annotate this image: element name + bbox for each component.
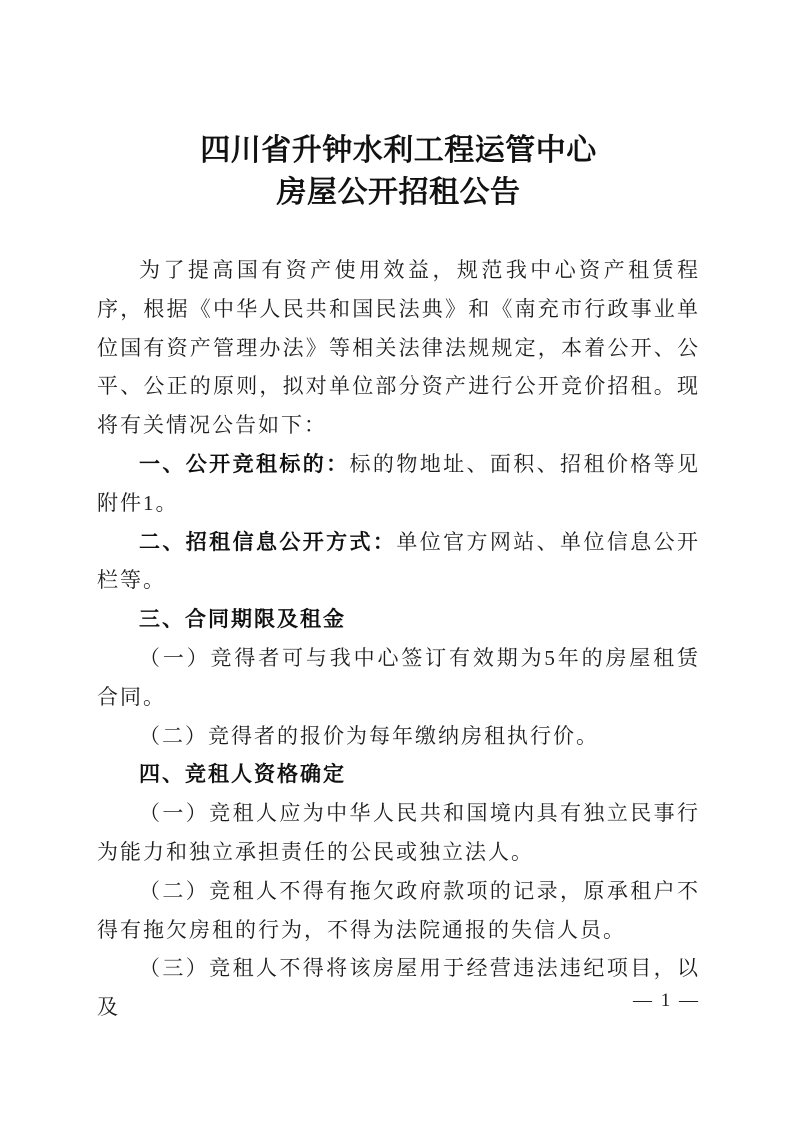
section-1-heading: 一、公开竞租标的： xyxy=(139,451,350,476)
section-4-heading-line xyxy=(97,755,700,794)
title-line-1: 四川省升钟水利工程运管中心 xyxy=(200,133,597,168)
document-body xyxy=(97,251,700,1027)
section-1-heading-line xyxy=(97,445,700,523)
document-title xyxy=(97,130,700,214)
section-3-item-2 xyxy=(97,717,700,756)
section-4-heading: 四、竞租人资格确定 xyxy=(139,762,346,787)
section-2-heading-line xyxy=(97,523,700,601)
paragraph-text: （二）竞租人不得有拖欠政府款项的记录，原承租户不得有拖欠房租的行为，不得为法院通报的失信人员。 xyxy=(97,878,700,942)
paragraph-text: （二）竞得者的报价为每年缴纳房租执行价。 xyxy=(139,723,599,748)
section-4-item-1 xyxy=(97,794,700,872)
paragraph-text: （一）竞租人应为中华人民共和国境内具有独立民事行为能力和独立承担责任的公民或独立法人。 xyxy=(97,801,700,864)
paragraph-text: （一）竞得者可与我中心签订有效期为5年的房屋租赁合同。 xyxy=(97,645,700,709)
section-4-item-2 xyxy=(97,872,700,950)
paragraph-text: 标的物地址、面积、招租价格等见附件1。 xyxy=(97,451,701,515)
intro-paragraph xyxy=(97,251,700,445)
section-2-heading: 二、招租信息公开方式： xyxy=(139,529,397,554)
paragraph-text: 单位官方网站、单位信息公开栏等。 xyxy=(97,529,701,593)
section-3-heading: 三、合同期限及租金 xyxy=(139,607,346,632)
paragraph-text: （三）竞租人不得将该房屋用于经营违法违纪项目，以及 xyxy=(97,956,700,1020)
page-number: — 1 — xyxy=(633,990,700,1011)
paragraph-text: 为了提高国有资产使用效益，规范我中心资产租赁程序，根据《中华人民共和国民法典》和《南充市行政事业单位国有资产管理办法》等相关法律法规规定，本着公开、公平、公正的原则，拟对单位部分资产进行公开竞价招租。现将有关情况公告如下： xyxy=(97,258,700,438)
title-line-2: 房屋公开招租公告 xyxy=(276,175,521,210)
section-3-heading-line xyxy=(97,600,700,639)
section-4-item-3 xyxy=(97,949,700,1027)
section-3-item-1 xyxy=(97,639,700,717)
